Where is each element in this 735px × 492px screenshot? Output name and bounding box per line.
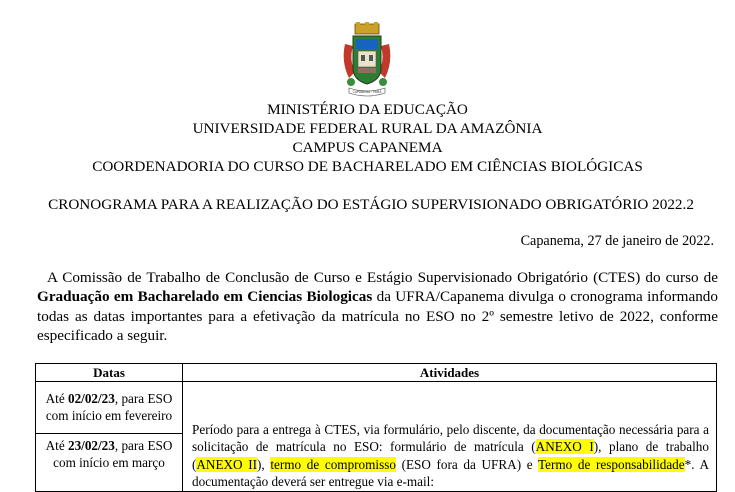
intro-text-2: da UFRA/Capanema divulga o cronograma informando todas as datas importantes para a efetivação da matrícula no ESO no 2º semestre letivo de 2022, conforme especificado a seguir. — [37, 288, 718, 344]
annex-ii-highlight: ANEXO II — [196, 456, 257, 472]
annex-i-highlight: ANEXO I — [535, 439, 594, 455]
responsibility-term-highlight: Termo de responsabilidade — [538, 456, 685, 472]
date-value: 23/02/23 — [67, 437, 115, 453]
ministry-name: MINISTÉRIO DA EDUCAÇÃO — [267, 101, 468, 118]
coat-of-arms — [341, 22, 393, 100]
place-date: Capanema, 27 de janeiro de 2022. — [520, 233, 714, 249]
date-cell: Até 02/02/23, para ESO com início em fevereiro — [36, 382, 183, 434]
commitment-term-highlight: termo de compromisso — [270, 456, 396, 472]
schedule-table — [35, 363, 717, 492]
intro-text-1: A Comissão de Trabalho de Conclusão de Curso e Estágio Supervisionado Obrigatório (CTES) do curso de — [47, 269, 718, 286]
crest-motto: CAPANEMA · PARÁ — [352, 89, 382, 94]
document-title: CRONOGRAMA PARA A REALIZAÇÃO DO ESTÁGIO SUPERVISIONADO OBRIGATÓRIO 2022.2 — [48, 196, 694, 213]
header-dates: Datas — [36, 364, 183, 382]
date-value: 02/02/23 — [67, 391, 115, 407]
intro-paragraph — [37, 268, 718, 345]
campus-name: CAMPUS CAPANEMA — [292, 139, 443, 156]
course-name: Graduação em Bacharelado em Ciencias Biologicas — [37, 288, 373, 306]
coordination-name: COORDENADORIA DO CURSO DE BACHARELADO EM CIÊNCIAS BIOLÓGICAS — [92, 158, 643, 175]
date-cell: Até 23/02/23, para ESO com início em março — [36, 433, 183, 491]
header-activities: Atividades — [183, 364, 717, 382]
university-name: UNIVERSIDADE FEDERAL RURAL DA AMAZÔNIA — [192, 120, 543, 137]
activity-cell: Período para a entrega à CTES, via formulário, pelo discente, da documentação necessária para a solicitação de matrícula no ESO: formulário de matrícula (ANEXO I), plano de trabalho (ANEXO II), termo de compromisso (ESO fora da UFRA) e Termo de responsabilidade*. A documentação deverá ser entregue via e-mail: — [183, 382, 717, 492]
